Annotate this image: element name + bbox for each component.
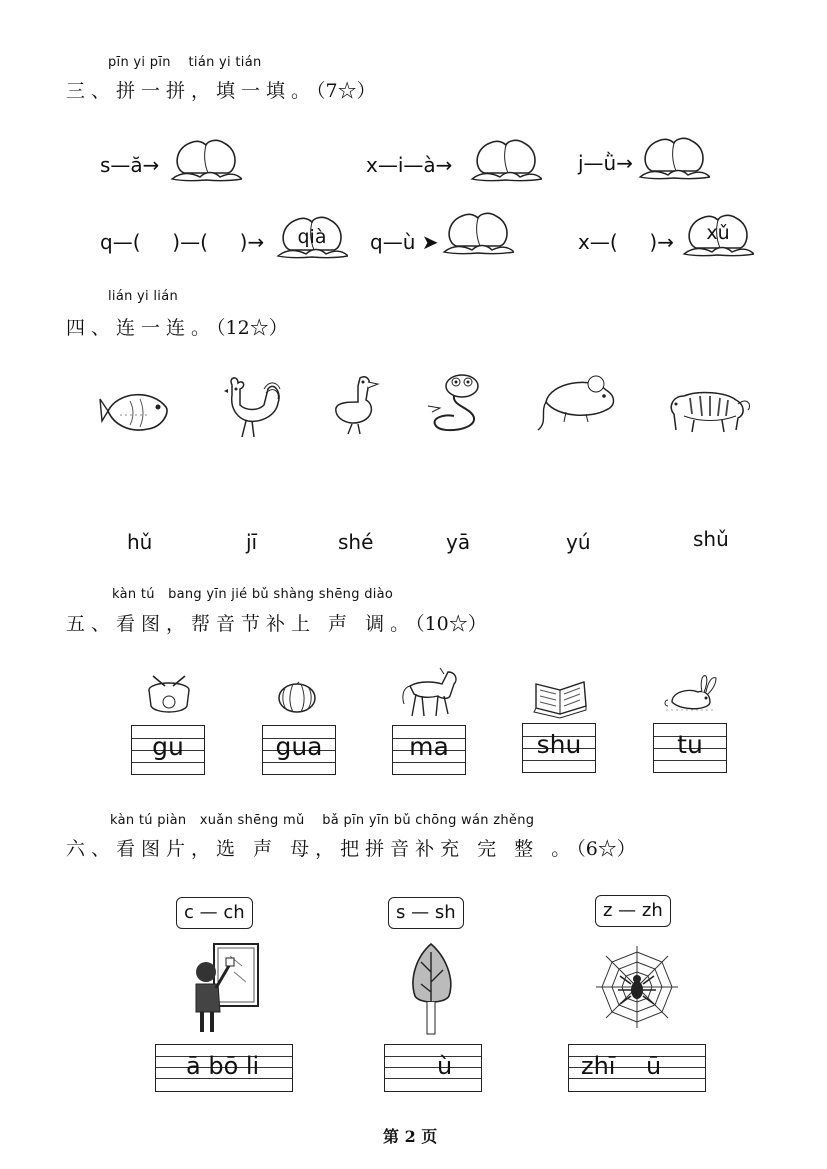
tiger-icon[interactable] — [664, 386, 752, 436]
syllable-box-tu[interactable] — [653, 723, 727, 773]
section6-score: （6☆） — [576, 838, 636, 860]
section4-title: 四、连一连。 — [66, 317, 217, 339]
child-cleaning-glass-icon — [190, 942, 264, 1038]
snake-icon[interactable] — [428, 372, 488, 438]
section3-title: 三、拼一拼，填一填。 — [66, 80, 317, 102]
sec3-item-4-text: q—( )—( )→ — [100, 230, 265, 254]
book-icon — [532, 676, 588, 718]
page-number: 第 2 页 — [383, 1127, 438, 1146]
section3-score: （7☆） — [316, 80, 376, 102]
answer-box-zhizhu[interactable] — [568, 1044, 706, 1092]
syllable-ma: ma — [409, 732, 449, 761]
section5-pinyin-hint: kàn tú bang yīn jié bǔ shàng shēng diào — [112, 587, 394, 602]
answer-boli: ā bō li — [186, 1052, 260, 1080]
sec3-item-6-answer: xǔ — [706, 222, 730, 244]
section4-pinyin-hint: lián yi lián — [108, 289, 179, 304]
mouse-icon[interactable] — [536, 372, 618, 432]
word-hu[interactable]: hǔ — [127, 530, 153, 554]
horse-icon — [400, 668, 460, 720]
spider-web-icon — [594, 944, 680, 1030]
rooster-icon[interactable] — [218, 375, 282, 439]
rabbit-icon — [662, 672, 720, 718]
syllable-box-gua[interactable] — [262, 725, 336, 775]
choice-c-ch[interactable]: c — ch — [176, 897, 253, 929]
syllable-box-gu[interactable] — [131, 725, 205, 775]
answer-box-boli[interactable] — [155, 1044, 293, 1092]
syllable-shu: shu — [536, 730, 582, 759]
section6-pinyin-hint: kàn tú piàn xuǎn shēng mǔ bǎ pīn yīn bǔ chōng wán zhěng — [110, 813, 535, 828]
section6-title: 六、看图片，选 声 母，把拼音补充 完 整 。 — [66, 838, 577, 860]
section3-pinyin-hint: pīn yi pīn tián yi tián — [108, 55, 262, 70]
section3-heading — [66, 76, 376, 103]
choice-s-sh[interactable]: s — sh — [388, 897, 464, 929]
answer-box-shu[interactable] — [384, 1044, 482, 1092]
section6-heading — [66, 834, 636, 861]
section5-score: （10☆） — [415, 613, 487, 635]
sec3-item-5-text: q—ù ➤ — [370, 230, 439, 254]
drum-icon — [145, 672, 193, 718]
answer-shu: ù — [437, 1052, 453, 1080]
sec3-item-4-answer: qià — [297, 226, 327, 248]
sec3-item-3-text: j—ǜ→ — [578, 151, 633, 175]
syllable-gu: gu — [152, 732, 184, 761]
syllable-box-shu[interactable] — [522, 723, 596, 773]
peach-icon[interactable] — [170, 135, 242, 185]
section4-score: （12☆） — [216, 317, 288, 339]
duck-icon[interactable] — [330, 372, 378, 436]
section5-title: 五、看图，帮音节补上 声 调。 — [66, 613, 416, 635]
syllable-tu: tu — [677, 730, 703, 759]
sec3-item-2-text: x—i—à→ — [366, 153, 453, 177]
tree-icon — [405, 942, 459, 1038]
word-ji[interactable]: jī — [246, 530, 258, 554]
word-ya[interactable]: yā — [446, 530, 471, 554]
peach-icon[interactable] — [442, 208, 514, 258]
watermelon-icon — [275, 682, 319, 716]
word-yu[interactable]: yú — [566, 530, 591, 554]
answer-zhizhu: zhī ū — [581, 1052, 662, 1080]
sec3-item-6-text: x—( )→ — [578, 230, 674, 254]
choice-z-zh[interactable]: z — zh — [595, 895, 671, 927]
section4-heading — [66, 313, 288, 340]
peach-icon[interactable] — [638, 133, 710, 183]
peach-icon[interactable] — [470, 135, 542, 185]
word-shu[interactable]: shǔ — [693, 527, 729, 551]
sec3-item-1-text: s—ă→ — [100, 153, 160, 177]
section5-heading — [66, 609, 487, 636]
syllable-box-ma[interactable] — [392, 725, 466, 775]
fish-icon[interactable] — [100, 385, 176, 437]
syllable-gua: gua — [275, 732, 323, 761]
word-she[interactable]: shé — [338, 530, 374, 554]
